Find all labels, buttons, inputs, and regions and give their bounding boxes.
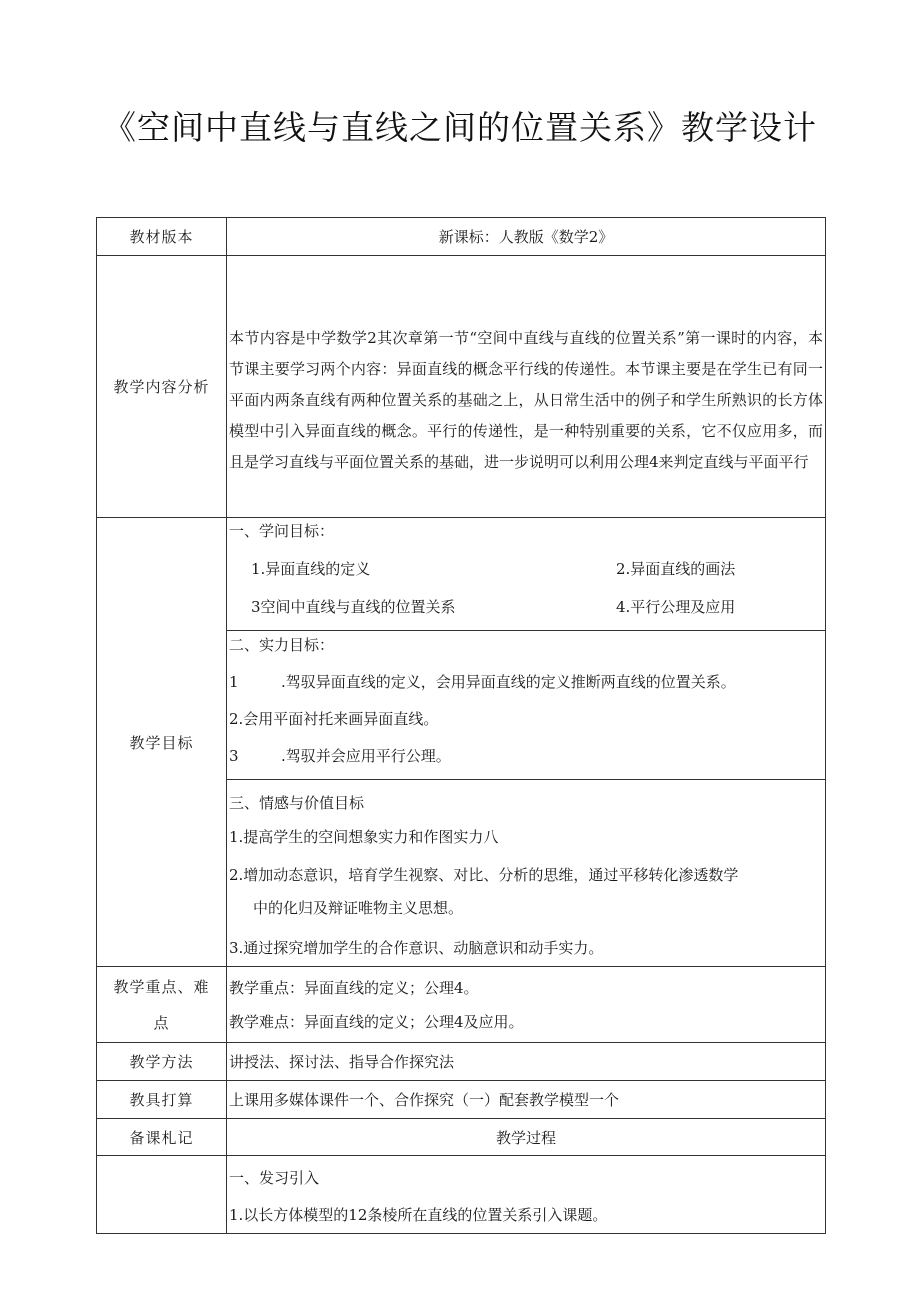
- emotion-heading: 三、情感与价值目标: [229, 794, 365, 812]
- table-row-method: [97, 1043, 826, 1081]
- tools-label: 教具打算: [97, 1081, 227, 1119]
- key-point: 教学重点：异面直线的定义；公理4。: [229, 978, 479, 997]
- notes-label: 备课札记: [97, 1119, 227, 1156]
- method-value: 讲授法、探讨法、指导合作探究法: [229, 1053, 455, 1071]
- emotion-item-3: 3.通过探究增加学生的合作意识、动脑意识和动手实力。: [229, 939, 604, 957]
- method-label: 教学方法: [97, 1043, 227, 1081]
- analysis-label: 教学内容分析: [97, 256, 227, 518]
- ability-item-2: 2.会用平面衬托来画异面直线。: [229, 710, 439, 728]
- process-notes-cell: [97, 1156, 227, 1234]
- table-row-edition: [97, 218, 826, 256]
- teaching-process-heading: 教学过程: [227, 1119, 826, 1156]
- table-row-notes: [97, 1119, 826, 1156]
- ability-heading: 二、实力目标：: [229, 636, 335, 654]
- ability-item-1-number: 1: [229, 673, 239, 691]
- analysis-text: 本节内容是中学数学2其次章第一节“空间中直线与直线的位置关系”第一课时的内容，本节课主要学习两个内容：异面直线的概念平行线的传递性。本节课主要是在学生已有同一平面内两条直线有两种位置关系的基础之上，从日常生活中的例子和学生所熟识的长方体模型中引入异面直线的概念。平行的传递性，是一种特别重要的关系，它不仅应用多，而且是学习直线与平面位置关系的基础，进一步说明可以利用公理4来判定直线与平面平行: [229, 329, 823, 471]
- key-points-label-line-1: 教学重点、难: [113, 977, 210, 996]
- process-heading: 一、发习引入: [229, 1168, 320, 1187]
- ability-item-1: .驾驭异面直线的定义，会用异面直线的定义推断两直线的位置关系。: [281, 673, 736, 691]
- process-item-1: 1.以长方体模型的12条棱所在直线的位置关系引入课题。: [229, 1205, 608, 1224]
- edition-value: 新课标：人教版《数学2》: [227, 218, 826, 256]
- edition-label: 教材版本: [97, 218, 227, 256]
- emotion-item-2: 2.增加动态意识，培育学生视察、对比、分析的思维，通过平移转化渗透数学: [229, 866, 739, 884]
- objectives-content: [227, 518, 826, 967]
- table-row-analysis: [97, 256, 826, 518]
- table-row-objectives: [97, 518, 826, 967]
- knowledge-objectives: [227, 518, 825, 630]
- ability-objectives: [227, 630, 825, 779]
- knowledge-item-2: 2.异面直线的画法: [616, 560, 736, 578]
- key-points-label-line-2: 点: [153, 1013, 170, 1032]
- table-row-tools: [97, 1081, 826, 1119]
- lesson-plan-table: [96, 217, 826, 1234]
- knowledge-heading: 一、学问目标：: [229, 522, 335, 540]
- key-points-label: [97, 967, 227, 1043]
- knowledge-item-4: 4.平行公理及应用: [616, 598, 736, 616]
- ability-item-3-number: 3: [229, 747, 239, 765]
- knowledge-item-3: 3空间中直线与直线的位置关系: [251, 598, 456, 616]
- emotion-objectives: [227, 779, 825, 966]
- emotion-item-2-continued: 中的化归及辩证唯物主义思想。: [253, 899, 464, 917]
- page-title: 《空间中直线与直线之间的位置关系》教学设计: [103, 108, 817, 147]
- ability-item-3: .驾驭并会应用平行公理。: [281, 747, 451, 765]
- table-row-process: [97, 1156, 826, 1234]
- table-row-key-points: [97, 967, 826, 1043]
- emotion-item-1: 1.提高学生的空间想象实力和作图实力八: [229, 828, 499, 846]
- objectives-label: 教学目标: [97, 518, 227, 967]
- difficult-point: 教学难点：异面直线的定义；公理4及应用。: [229, 1012, 524, 1031]
- knowledge-item-1: 1.异面直线的定义: [251, 560, 371, 578]
- tools-value: 上课用多媒体课件一个、合作探究（一）配套教学模型一个: [229, 1091, 620, 1109]
